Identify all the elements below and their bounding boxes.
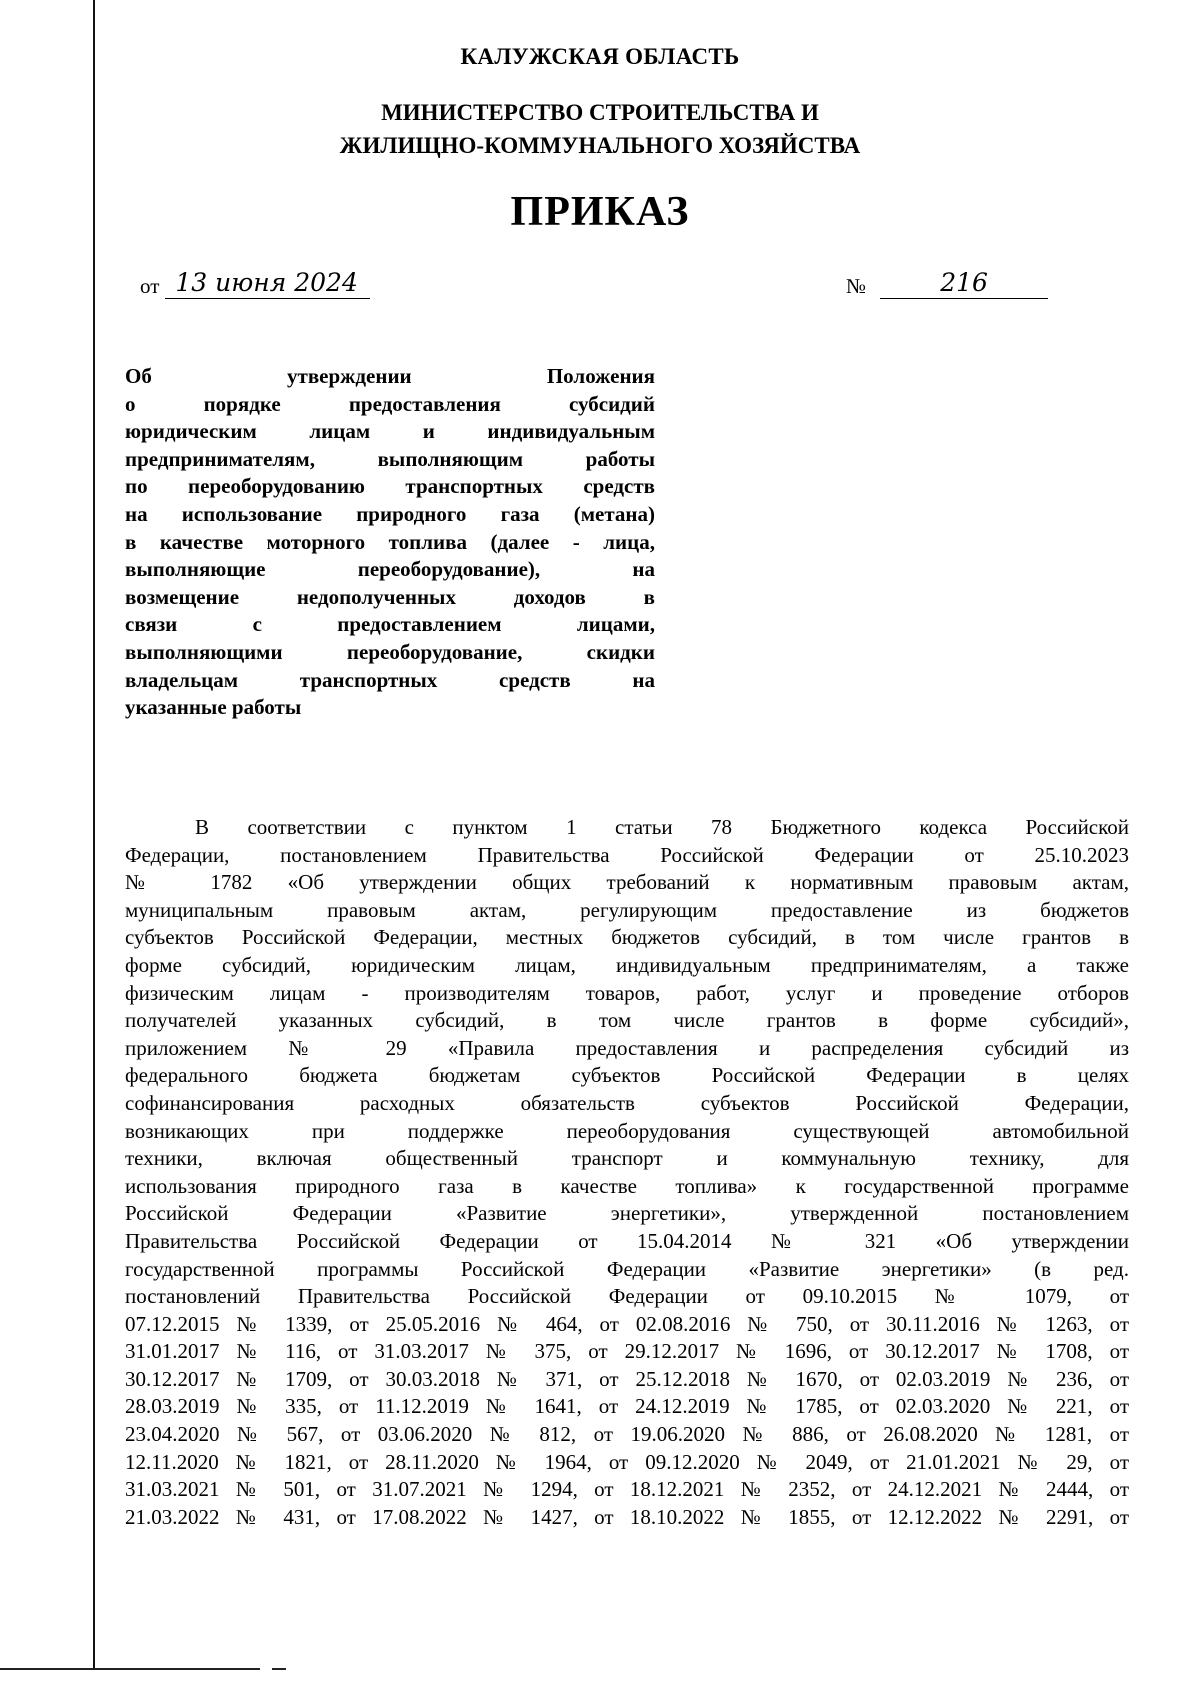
date-prefix: от bbox=[140, 274, 160, 298]
subject-line: выполняющие переоборудование), на bbox=[125, 557, 655, 582]
body-paragraph bbox=[125, 814, 1129, 1531]
body-line: 23.04.2020 № 567, от 03.06.2020 № 812, от 19.06.2020 № 886, от 26.08.2020 № 1281, от bbox=[125, 1422, 1129, 1447]
subject-line: связи с предоставлением лицами, bbox=[125, 612, 655, 637]
body-line: приложением № 29 «Правила предоставления и распределения субсидий из bbox=[125, 1035, 1129, 1060]
ministry-heading-line-2: ЖИЛИЩНО-КОММУНАЛЬНОГО ХОЗЯЙСТВА bbox=[339, 133, 861, 158]
body-line: 28.03.2019 № 335, от 11.12.2019 № 1641, от 24.12.2019 № 1785, от 02.03.2020 № 221, от bbox=[125, 1394, 1129, 1419]
body-line: муниципальным правовым актам, регулирующим предоставление из бюджетов bbox=[125, 897, 1129, 922]
order-date-field bbox=[140, 268, 370, 299]
scan-binding-edge-line bbox=[93, 0, 95, 1670]
body-line: техники, включая общественный транспорт и коммунальную технику, для bbox=[125, 1146, 1129, 1171]
body-line: № 1782 «Об утверждении общих требований к нормативным правовым актам, bbox=[125, 870, 1129, 895]
body-line: 31.03.2021 № 501, от 31.07.2021 № 1294, от 18.12.2021 № 2352, от 24.12.2021 № 2444, от bbox=[125, 1477, 1129, 1502]
body-line: использования природного газа в качестве топлива» к государственной программе bbox=[125, 1173, 1129, 1198]
subject-line: на использование природного газа (метана) bbox=[125, 501, 655, 526]
subject-line: указанные работы bbox=[125, 695, 302, 720]
ministry-heading-line-1: МИНИСТЕРСТВО СТРОИТЕЛЬСТВА И bbox=[381, 100, 819, 125]
subject-line: выполняющими переоборудование, скидки bbox=[125, 639, 655, 664]
body-line: Российской Федерации «Развитие энергетики», утвержденной постановлением bbox=[125, 1201, 1129, 1226]
subject-line: по переоборудованию транспортных средств bbox=[125, 474, 655, 499]
body-line: форме субсидий, юридическим лицам, индивидуальным предпринимателям, а также bbox=[125, 952, 1129, 977]
order-subject-title bbox=[125, 363, 655, 722]
body-line: получателей указанных субсидий, в том числе грантов в форме субсидий», bbox=[125, 1008, 1129, 1033]
document-type-title: ПРИКАЗ bbox=[510, 189, 690, 235]
body-line: государственной программы Российской Федерации «Развитие энергетики» (в ред. bbox=[125, 1256, 1129, 1281]
body-line: субъектов Российской Федерации, местных бюджетов субсидий, в том числе грантов в bbox=[125, 925, 1129, 950]
scan-bottom-line bbox=[0, 1668, 260, 1670]
body-line: возникающих при поддержке переоборудования существующей автомобильной bbox=[125, 1118, 1129, 1143]
body-line: 21.03.2022 № 431, от 17.08.2022 № 1427, от 18.10.2022 № 1855, от 12.12.2022 № 2291, от bbox=[125, 1504, 1129, 1529]
body-line: В соответствии с пунктом 1 статьи 78 Бюджетного кодекса Российской bbox=[195, 815, 1129, 839]
subject-line: предпринимателям, выполняющим работы bbox=[125, 446, 655, 471]
body-line: 30.12.2017 № 1709, от 30.03.2018 № 371, от 25.12.2018 № 1670, от 02.03.2019 № 236, от bbox=[125, 1366, 1129, 1391]
body-line: федерального бюджета бюджетам субъектов Российской Федерации в целях bbox=[125, 1063, 1129, 1088]
body-line: постановлений Правительства Российской Федерации от 09.10.2015 № 1079, от bbox=[125, 1284, 1129, 1309]
handwritten-date: 13 июня 2024 bbox=[165, 268, 370, 299]
body-line: софинансирования расходных обязательств субъектов Российской Федерации, bbox=[125, 1090, 1129, 1115]
body-line: 31.01.2017 № 116, от 31.03.2017 № 375, от 29.12.2017 № 1696, от 30.12.2017 № 1708, от bbox=[125, 1339, 1129, 1364]
subject-line: владельцам транспортных средств на bbox=[125, 667, 655, 692]
body-line: Федерации, постановлением Правительства Российской Федерации от 25.10.2023 bbox=[125, 842, 1129, 867]
handwritten-number: 216 bbox=[880, 268, 1048, 299]
subject-line: возмещение недополученных доходов в bbox=[125, 584, 655, 609]
subject-line: о порядке предоставления субсидий bbox=[125, 391, 655, 416]
order-number-field bbox=[846, 268, 1048, 299]
scan-bottom-dash bbox=[272, 1668, 286, 1670]
body-line: 12.11.2020 № 1821, от 28.11.2020 № 1964, от 09.12.2020 № 2049, от 21.01.2021 № 29, от bbox=[125, 1449, 1129, 1474]
subject-line: Об утверждении Положения bbox=[125, 364, 655, 388]
body-line: физическим лицам - производителям товаров, работ, услуг и проведение отборов bbox=[125, 980, 1129, 1005]
body-line: Правительства Российской Федерации от 15.04.2014 № 321 «Об утверждении bbox=[125, 1228, 1129, 1253]
subject-line: юридическим лицам и индивидуальным bbox=[125, 419, 655, 444]
ministry-heading bbox=[0, 96, 1200, 162]
subject-line: в качестве моторного топлива (далее - лица, bbox=[125, 529, 655, 554]
body-line: 07.12.2015 № 1339, от 25.05.2016 № 464, от 02.08.2016 № 750, от 30.11.2016 № 1263, от bbox=[125, 1311, 1129, 1336]
region-heading: КАЛУЖСКАЯ ОБЛАСТЬ bbox=[460, 44, 740, 69]
number-label: № bbox=[846, 274, 867, 298]
